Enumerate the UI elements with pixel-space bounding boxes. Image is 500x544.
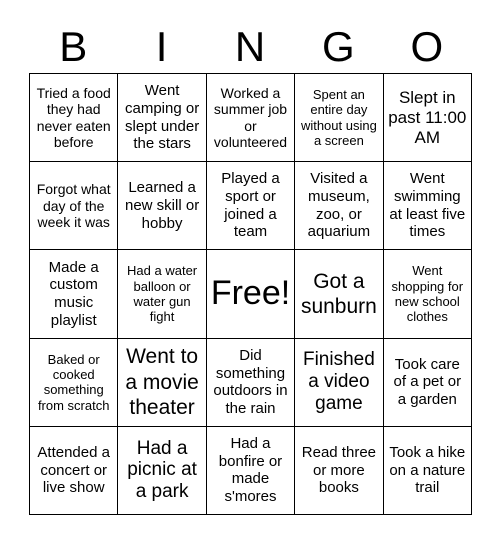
- cell-text: Played a sport or joined a team: [221, 170, 280, 241]
- bingo-cell-i1[interactable]: [118, 74, 206, 162]
- cell-text: Had a picnic at a park: [127, 437, 197, 503]
- header-letter-g: G: [322, 23, 355, 70]
- bingo-cell-g1[interactable]: [295, 74, 383, 162]
- cell-text: Went swimming at least five times: [389, 170, 466, 241]
- bingo-cell-b2[interactable]: [30, 162, 118, 250]
- bingo-cell-g4[interactable]: [295, 339, 383, 427]
- cell-text: Forgot what day of the week it was: [36, 181, 111, 231]
- bingo-cell-i5[interactable]: [118, 427, 206, 515]
- bingo-cell-g5[interactable]: [295, 427, 383, 515]
- bingo-cell-i4[interactable]: [118, 339, 206, 427]
- cell-text: Made a custom music playlist: [48, 258, 99, 329]
- bingo-cell-b3[interactable]: [30, 250, 118, 338]
- cell-text: Took a hike on a nature trail: [389, 443, 466, 497]
- cell-text: Attended a concert or live show: [37, 443, 110, 497]
- cell-text: Had a water balloon or water gun fight: [127, 263, 198, 325]
- bingo-cell-n4[interactable]: [207, 339, 295, 427]
- cell-text: Finished a video game: [302, 349, 375, 415]
- cell-text: Went camping or slept under the stars: [124, 82, 200, 153]
- header-letter-n: N: [234, 23, 266, 70]
- bingo-cell-o5[interactable]: [384, 427, 472, 515]
- bingo-cell-b1[interactable]: [30, 74, 118, 162]
- cell-text: Slept in past 11:00 AM: [388, 87, 467, 147]
- bingo-cell-b4[interactable]: [30, 339, 118, 427]
- bingo-board: [29, 73, 472, 515]
- bingo-cell-b5[interactable]: [30, 427, 118, 515]
- bingo-cell-i2[interactable]: [118, 162, 206, 250]
- cell-text: Tried a food they had never eaten before: [36, 84, 111, 151]
- cell-text: Did something outdoors in the rain: [213, 346, 288, 417]
- cell-text: Worked a summer job or volunteered: [213, 84, 288, 151]
- cell-text: Free!: [210, 274, 291, 313]
- cell-text: Took care of a pet or a garden: [393, 355, 462, 409]
- cell-text: Spent an entire day without using a screen: [300, 86, 377, 148]
- cell-text: Baked or cooked something from scratch: [37, 351, 110, 413]
- bingo-cell-o2[interactable]: [384, 162, 472, 250]
- header-letter-i: I: [155, 23, 168, 70]
- cell-text: Went shopping for new school clothes: [391, 263, 464, 325]
- cell-text: Had a bonfire or made s'mores: [218, 435, 283, 506]
- cell-text: Got a sunburn: [300, 269, 377, 318]
- cell-text: Went to a movie theater: [125, 345, 199, 419]
- cell-text: Read three or more books: [301, 443, 376, 497]
- bingo-cell-n5[interactable]: [207, 427, 295, 515]
- bingo-cell-g2[interactable]: [295, 162, 383, 250]
- bingo-cell-n2[interactable]: [207, 162, 295, 250]
- bingo-cell-g3[interactable]: [295, 250, 383, 338]
- cell-text: Visited a museum, zoo, or aquarium: [307, 170, 371, 241]
- bingo-header: [29, 22, 471, 72]
- bingo-cell-i3[interactable]: [118, 250, 206, 338]
- bingo-cell-o3[interactable]: [384, 250, 472, 338]
- bingo-cell-n1[interactable]: [207, 74, 295, 162]
- cell-text: Learned a new skill or hobby: [125, 179, 200, 232]
- bingo-cell-free[interactable]: [207, 250, 295, 338]
- header-letter-o: O: [410, 23, 444, 70]
- header-letter-b: B: [59, 23, 88, 70]
- bingo-cell-o4[interactable]: [384, 339, 472, 427]
- bingo-cell-o1[interactable]: [384, 74, 472, 162]
